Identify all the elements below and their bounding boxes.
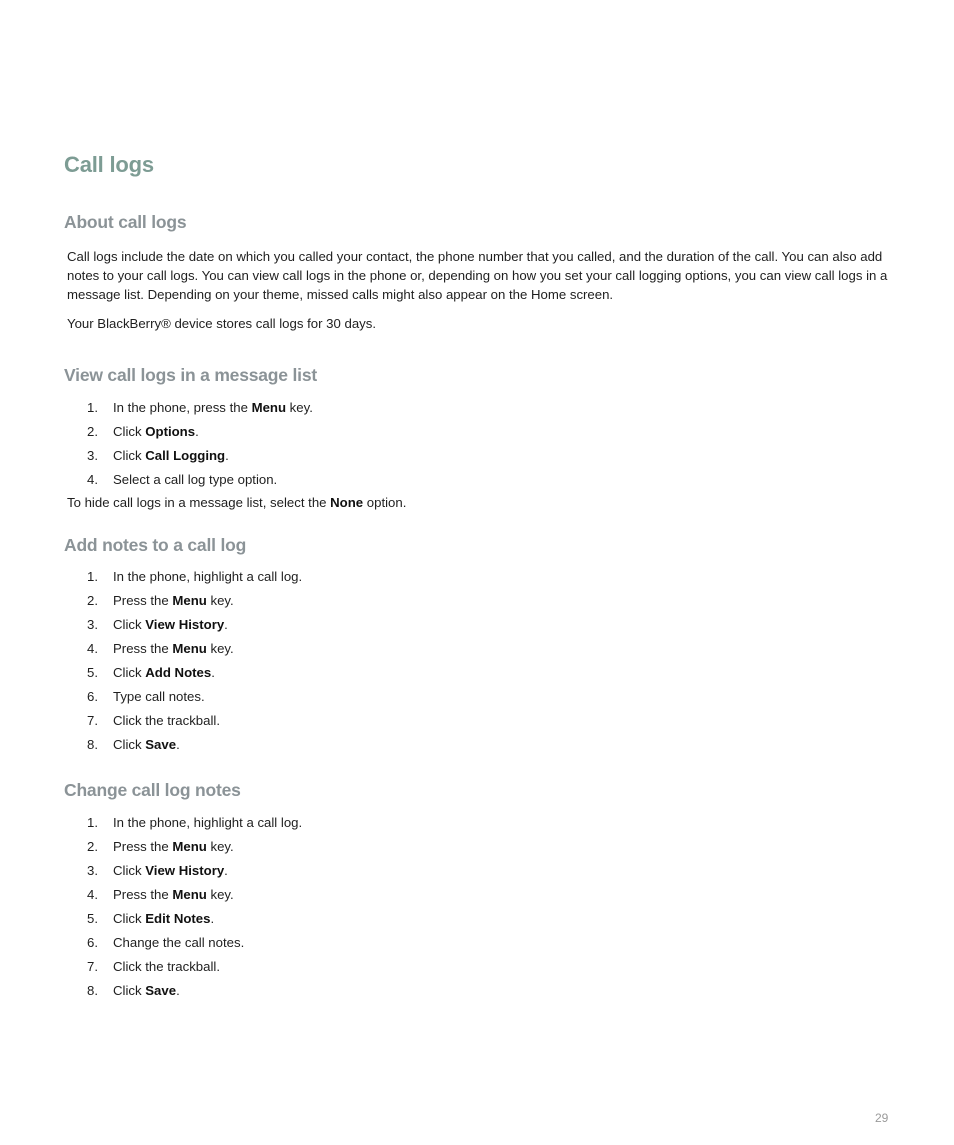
list-item: 5. Click Edit Notes. bbox=[87, 911, 215, 926]
list-item: 6. Change the call notes. bbox=[87, 935, 245, 950]
list-item: 8. Click Save. bbox=[87, 983, 180, 998]
list-item: 1. In the phone, highlight a call log. bbox=[87, 569, 303, 584]
list-item: 3. Click View History. bbox=[87, 863, 228, 878]
list-item: 1. In the phone, highlight a call log. bbox=[87, 815, 303, 830]
add-notes-steps-list bbox=[84, 565, 302, 757]
list-item: 2. Press the Menu key. bbox=[87, 593, 234, 608]
list-item: 4. Press the Menu key. bbox=[87, 641, 234, 656]
chapter-title: Call logs bbox=[64, 152, 154, 177]
change-notes-steps-list bbox=[84, 811, 302, 1003]
list-item: 4. Select a call log type option. bbox=[87, 472, 278, 487]
list-item: 4. Press the Menu key. bbox=[87, 887, 234, 902]
section-title-change-notes: Change call log notes bbox=[64, 780, 241, 800]
list-item: 7. Click the trackball. bbox=[87, 959, 221, 974]
list-item: 5. Click Add Notes. bbox=[87, 665, 215, 680]
about-paragraph: Call logs include the date on which you called your contact, the phone number that you called, and the duration of the call. You can also add notes to your call logs. You can view call logs in the phone or, depending on how you set your call logging options, you can view call logs in a message list. Depending on your theme, missed calls might also appear on the Home screen. bbox=[67, 249, 888, 302]
view-steps-list bbox=[84, 396, 313, 492]
storage-paragraph: Your BlackBerry® device stores call logs for 30 days. bbox=[67, 316, 377, 331]
hide-note-paragraph: To hide call logs in a message list, select the None option. bbox=[67, 495, 407, 510]
list-item: 1. In the phone, press the Menu key. bbox=[87, 400, 313, 415]
list-item: 7. Click the trackball. bbox=[87, 713, 221, 728]
list-item: 3. Click View History. bbox=[87, 617, 228, 632]
list-item: 2. Press the Menu key. bbox=[87, 839, 234, 854]
list-item: 3. Click Call Logging. bbox=[87, 448, 229, 463]
list-item: 6. Type call notes. bbox=[87, 689, 205, 704]
section-title-add-notes: Add notes to a call log bbox=[64, 535, 247, 555]
section-title-about: About call logs bbox=[64, 212, 187, 232]
list-item: 2. Click Options. bbox=[87, 424, 199, 439]
page-number: 29 bbox=[875, 1111, 889, 1125]
section-title-view: View call logs in a message list bbox=[64, 365, 317, 385]
list-item: 8. Click Save. bbox=[87, 737, 180, 752]
